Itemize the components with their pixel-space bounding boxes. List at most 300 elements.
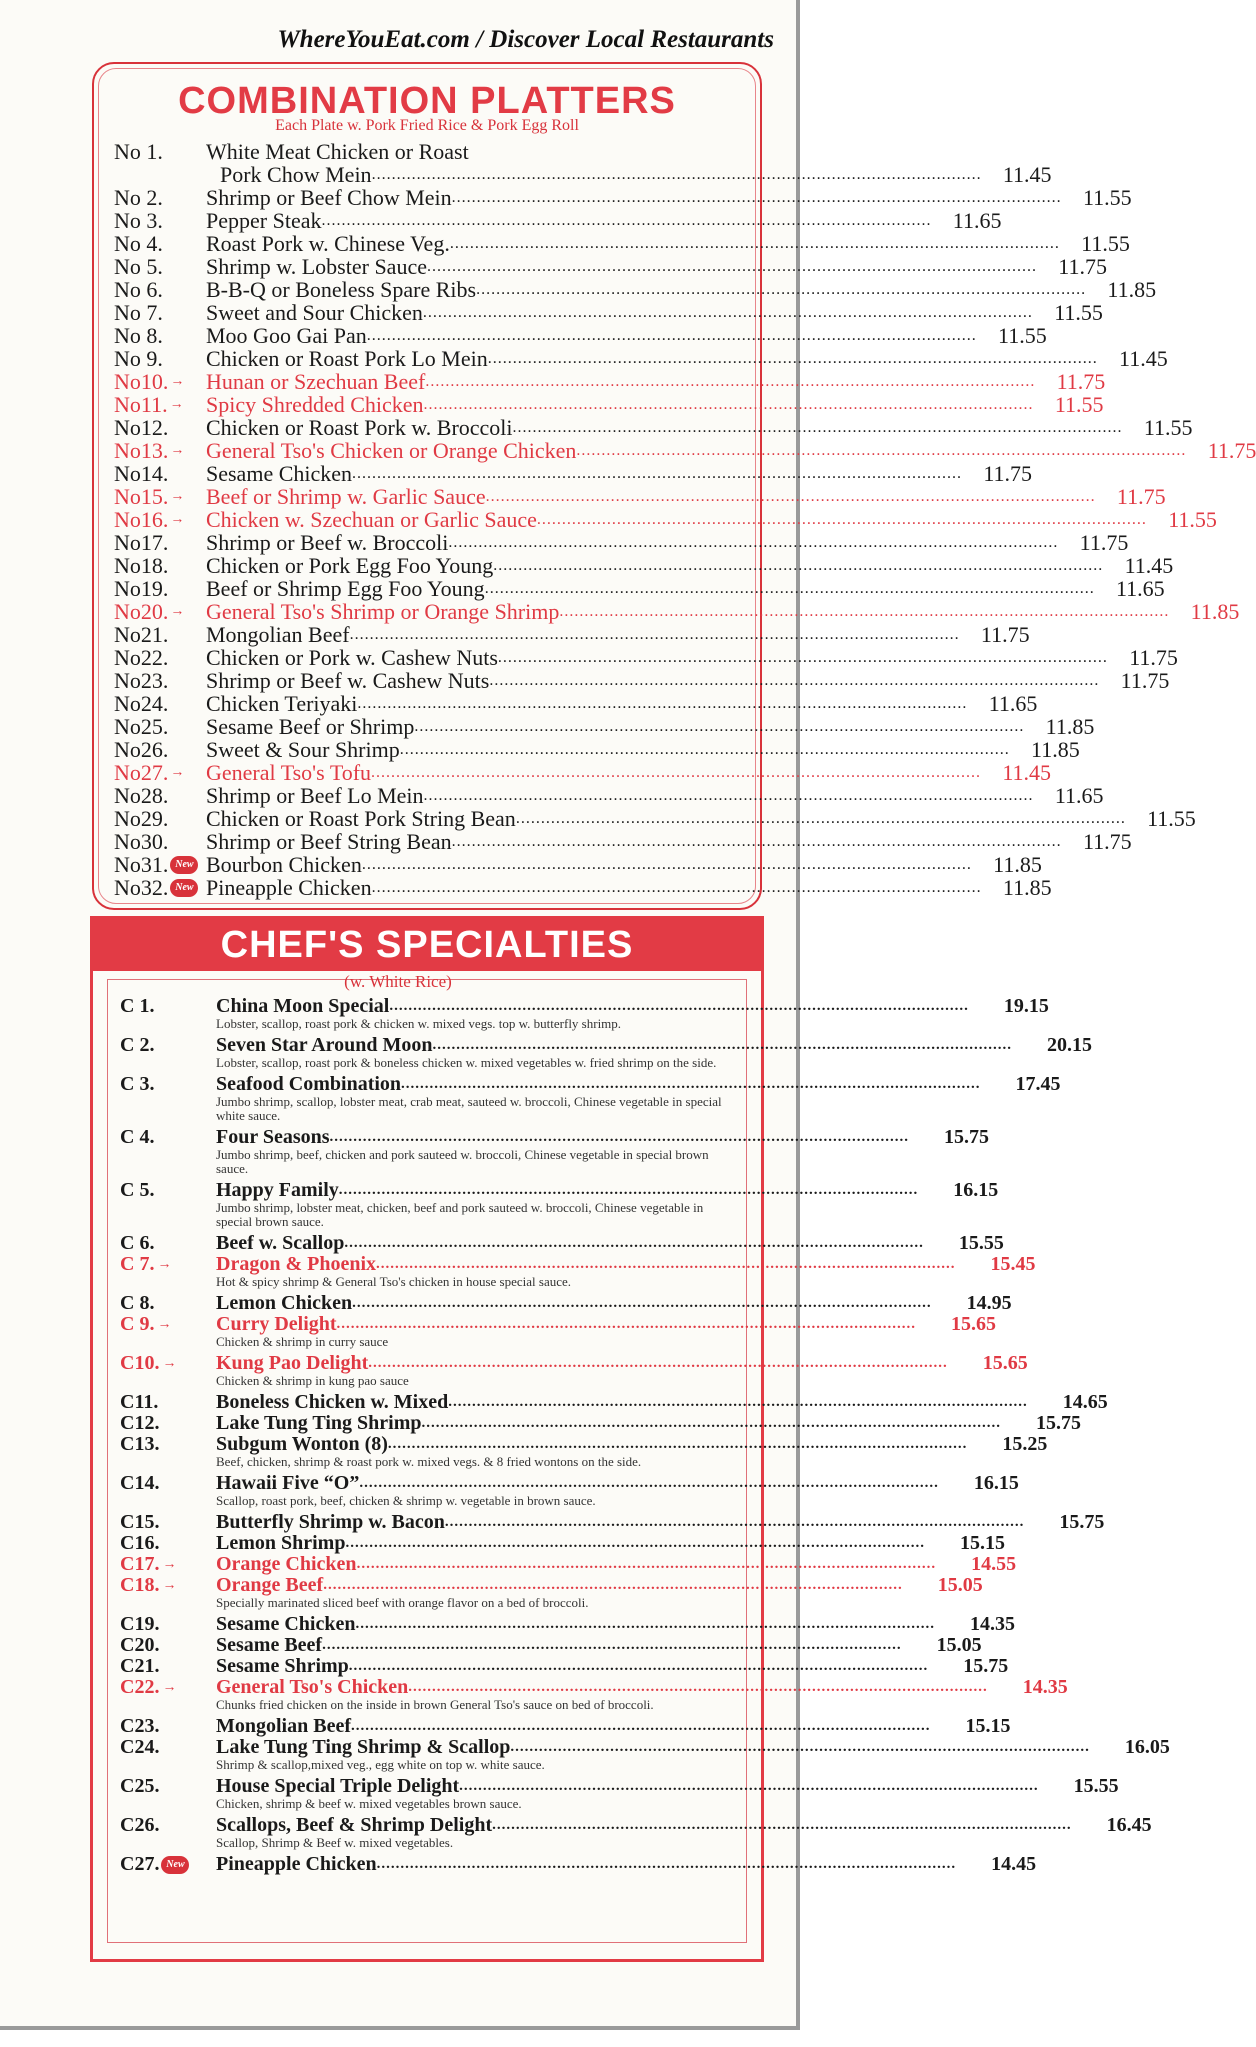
item-number <box>120 1293 216 1314</box>
item-number <box>114 233 206 255</box>
item-number <box>114 509 206 531</box>
item-name <box>206 762 981 784</box>
item-name <box>216 1353 948 1374</box>
item-price: 11.85 <box>1190 599 1240 624</box>
item-number-text: C22. <box>120 1676 160 1698</box>
leader-dots: .......................................................................................................................... <box>484 580 1095 597</box>
menu-item[interactable] <box>120 1736 1170 1758</box>
item-name <box>206 578 1095 600</box>
menu-item[interactable] <box>120 1253 1036 1275</box>
item-number <box>120 1413 216 1434</box>
item-name-text: Sweet and Sour Chicken <box>206 300 423 325</box>
item-name <box>206 141 672 163</box>
item-price: 11.55 <box>1081 231 1130 256</box>
item-number <box>114 601 206 623</box>
menu-item[interactable] <box>114 783 1104 808</box>
leader-dots: .......................................................................................................................... <box>371 879 982 896</box>
item-number <box>114 831 206 853</box>
menu-item[interactable] <box>120 1676 1068 1698</box>
item-number <box>120 1353 216 1374</box>
item-price: 11.55 <box>998 323 1047 348</box>
item-price: 11.85 <box>1031 737 1080 762</box>
menu-item[interactable] <box>114 369 1106 394</box>
item-number-text: No23. <box>114 668 169 693</box>
item-price: 11.65 <box>1054 783 1104 808</box>
menu-item[interactable] <box>114 162 1052 187</box>
item-name-text: Happy Family <box>216 1179 339 1201</box>
leader-dots: .......................................................................................................................... <box>351 1718 931 1734</box>
site-header[interactable]: WhereYouEat.com / Discover Local Restaurants <box>277 26 774 53</box>
item-description: Scallop, Shrimp & Beef w. mixed vegetables. <box>216 1835 454 1850</box>
item-name <box>206 670 1099 692</box>
item-name <box>206 348 1098 370</box>
leader-dots: .......................................................................................................................... <box>323 1577 903 1593</box>
menu-item[interactable] <box>120 1472 1019 1494</box>
menu-item[interactable] <box>120 1553 1017 1575</box>
item-number <box>114 578 206 600</box>
hot-spicy-icon: → <box>162 1578 177 1593</box>
item-number <box>120 1635 216 1656</box>
item-number-text: No18. <box>114 553 169 578</box>
item-number <box>114 187 206 209</box>
menu-item[interactable] <box>120 1073 1061 1095</box>
leader-dots: .......................................................................................................................... <box>425 373 1036 390</box>
leader-dots: .......................................................................................................................... <box>421 1415 1001 1431</box>
item-price: 11.75 <box>1082 829 1132 854</box>
item-name-text: Sesame Beef <box>216 1634 323 1656</box>
item-number-text: C15. <box>120 1511 160 1533</box>
item-description: Beef, chicken, shrimp & roast pork w. mixed vegs. & 8 fried wontons on the side. <box>216 1454 642 1469</box>
menu-item[interactable] <box>114 645 1178 670</box>
leader-dots: .......................................................................................................................... <box>489 672 1100 689</box>
item-price: 20.15 <box>1047 1034 1093 1056</box>
item-price: 11.75 <box>1058 254 1107 279</box>
item-name-text: Shrimp or Beef Lo Mein <box>206 783 424 808</box>
item-price: 15.75 <box>944 1126 990 1148</box>
item-name <box>206 601 1169 623</box>
item-number-text: No19. <box>114 576 169 601</box>
menu-item[interactable] <box>114 576 1165 601</box>
leader-dots: .......................................................................................................................... <box>487 350 1098 367</box>
combination-subtitle: Each Plate w. Pork Fried Rice & Pork Egg Roll <box>275 117 579 134</box>
item-number <box>120 1716 216 1737</box>
item-number-text: C21. <box>120 1655 160 1677</box>
item-name-text: Mongolian Beef <box>216 1715 351 1737</box>
item-number-text: C 5. <box>120 1179 155 1201</box>
hot-spicy-icon: → <box>170 512 185 527</box>
chef-list <box>120 995 1170 1875</box>
item-name-text: Hawaii Five “O” <box>216 1472 360 1494</box>
menu-item[interactable] <box>114 438 1256 463</box>
menu-item[interactable] <box>114 185 1132 210</box>
item-price: 15.05 <box>937 1574 983 1596</box>
item-number-text: No25. <box>114 714 169 739</box>
combination-title: COMBINATION PLATTERS <box>178 80 676 122</box>
item-number-text: C11. <box>120 1391 159 1413</box>
item-price: 15.75 <box>1059 1511 1105 1533</box>
item-name-text: Scallops, Beef & Shrimp Delight <box>216 1814 493 1836</box>
item-name-text: Pineapple Chicken <box>206 875 372 900</box>
item-number-text: No24. <box>114 691 169 716</box>
item-number-text: C18. <box>120 1574 160 1596</box>
menu-item[interactable] <box>120 1655 1009 1677</box>
item-number-text: C25. <box>120 1775 160 1797</box>
item-price: 15.55 <box>1073 1775 1119 1797</box>
menu-item[interactable] <box>120 1613 1015 1635</box>
menu-item[interactable] <box>114 852 1042 877</box>
leader-dots: .......................................................................................................................... <box>451 189 1062 206</box>
menu-item[interactable] <box>120 1412 1081 1434</box>
leader-dots: .......................................................................................................................... <box>359 1475 939 1491</box>
item-name-text: Seven Star Around Moon <box>216 1034 433 1056</box>
item-name <box>206 854 972 876</box>
leader-dots: .......................................................................................................................... <box>387 1436 968 1452</box>
leader-dots: .......................................................................................................................... <box>329 1129 910 1145</box>
menu-item[interactable] <box>114 599 1240 624</box>
menu-item[interactable] <box>120 1532 1005 1554</box>
item-number <box>114 716 206 738</box>
menu-item[interactable] <box>114 760 1052 785</box>
item-price: 11.75 <box>980 622 1030 647</box>
item-number <box>114 141 206 163</box>
item-number <box>120 1677 216 1698</box>
item-number <box>114 877 206 899</box>
item-name <box>216 1575 903 1596</box>
menu-item[interactable] <box>114 691 1038 716</box>
item-name-text: Mongolian Beef <box>206 622 350 647</box>
item-name <box>216 1233 924 1254</box>
menu-item[interactable] <box>114 254 1107 279</box>
hot-spicy-icon: → <box>162 1557 177 1572</box>
item-name <box>206 417 1123 439</box>
item-name-text: Orange Beef <box>216 1574 324 1596</box>
item-name-text: Lemon Shrimp <box>216 1532 346 1554</box>
item-number-text: C12. <box>120 1412 160 1434</box>
item-number <box>120 1575 216 1596</box>
item-number <box>114 417 206 439</box>
item-price: 15.05 <box>936 1634 982 1656</box>
leader-dots: .......................................................................................................................... <box>422 304 1033 321</box>
leader-dots: .......................................................................................................................... <box>444 1514 1025 1530</box>
leader-dots: .......................................................................................................................... <box>352 1295 932 1311</box>
item-number-text: No 9. <box>114 346 163 371</box>
item-price: 16.45 <box>1106 1814 1152 1836</box>
item-price: 14.35 <box>1022 1676 1068 1698</box>
menu-item[interactable] <box>120 1232 1004 1254</box>
item-name <box>216 1635 902 1656</box>
new-badge-icon: New <box>161 1856 189 1874</box>
menu-item[interactable] <box>114 829 1132 854</box>
item-name-text: Orange Chicken <box>216 1553 357 1575</box>
item-name-text: General Tso's Tofu <box>206 760 372 785</box>
item-name-text: White Meat Chicken or Roast <box>206 139 469 164</box>
item-name <box>206 785 1034 807</box>
menu-item[interactable] <box>120 1853 1037 1875</box>
item-price: 11.45 <box>1119 346 1168 371</box>
hot-spicy-icon: → <box>170 604 185 619</box>
item-price: 16.15 <box>973 1472 1019 1494</box>
menu-item[interactable] <box>114 300 1103 325</box>
item-name <box>216 1737 1090 1758</box>
menu-item[interactable] <box>114 415 1193 440</box>
leader-dots: .......................................................................................................................... <box>355 1616 935 1632</box>
item-description: Hot & spicy shrimp & General Tso's chicken in house special sauce. <box>216 1274 571 1289</box>
leader-dots: .......................................................................................................................... <box>336 1316 917 1332</box>
item-name <box>206 279 1086 301</box>
item-number-text: No 2. <box>114 185 163 210</box>
item-number <box>114 693 206 715</box>
item-price: 15.65 <box>951 1313 997 1335</box>
item-name-text: Spicy Shredded Chicken <box>206 392 424 417</box>
item-name-text: Curry Delight <box>216 1313 337 1335</box>
menu-item[interactable] <box>120 1574 983 1596</box>
menu-item[interactable] <box>114 484 1166 509</box>
menu-item[interactable] <box>114 140 742 163</box>
item-number-text: C 1. <box>120 995 155 1017</box>
leader-dots: .......................................................................................................................... <box>515 810 1126 827</box>
combination-list <box>114 139 1256 900</box>
item-number-text: C26. <box>120 1814 160 1836</box>
menu-item[interactable] <box>114 737 1080 762</box>
item-number-text: C19. <box>120 1613 160 1635</box>
menu-item[interactable] <box>114 622 1030 647</box>
item-number-text: No12. <box>114 415 169 440</box>
item-number-text: No16. <box>114 507 169 532</box>
item-number-text: C 7. <box>120 1253 155 1275</box>
hot-spicy-icon: → <box>169 397 184 412</box>
item-price: 16.05 <box>1124 1736 1170 1758</box>
leader-dots: .......................................................................................................................... <box>345 1535 925 1551</box>
leader-dots: .......................................................................................................................... <box>448 534 1059 551</box>
item-name <box>216 1293 932 1314</box>
item-number <box>114 210 206 232</box>
item-number-text: No29. <box>114 806 169 831</box>
menu-item[interactable] <box>120 1126 990 1148</box>
menu-item[interactable] <box>120 1775 1119 1797</box>
menu-item[interactable] <box>114 714 1095 739</box>
item-name <box>206 808 1126 830</box>
item-number <box>120 996 216 1017</box>
item-number-text: C 8. <box>120 1292 155 1314</box>
item-name-text: Kung Pao Delight <box>216 1352 369 1374</box>
item-name <box>206 210 931 232</box>
menu-item[interactable] <box>120 1313 997 1335</box>
item-number <box>114 670 206 692</box>
item-number <box>114 624 206 646</box>
item-number <box>114 394 206 416</box>
item-number-text: C 3. <box>120 1073 155 1095</box>
item-name-text: Chicken or Pork Egg Foo Young <box>206 553 494 578</box>
item-number-text: No28. <box>114 783 169 808</box>
item-number-text: No21. <box>114 622 169 647</box>
item-description: Lobster, scallop, roast pork & chicken w. mixed vegs. top w. butterfly shrimp. <box>216 1016 622 1031</box>
item-number <box>114 256 206 278</box>
item-number <box>114 785 206 807</box>
item-price: 11.85 <box>1107 277 1157 302</box>
menu-item[interactable] <box>114 323 1047 348</box>
item-name <box>216 1180 918 1201</box>
menu-item[interactable] <box>120 1511 1105 1533</box>
menu-item[interactable] <box>120 1433 1048 1455</box>
item-price: 11.55 <box>1054 392 1104 417</box>
hot-spicy-icon: → <box>170 374 185 389</box>
menu-item[interactable] <box>114 277 1157 302</box>
item-number <box>120 1554 216 1575</box>
leader-dots: .......................................................................................................................... <box>366 327 977 344</box>
leader-dots: .......................................................................................................................... <box>376 1256 956 1272</box>
menu-item[interactable] <box>114 806 1196 831</box>
leader-dots: .......................................................................................................................... <box>512 419 1123 436</box>
item-price: 14.45 <box>991 1853 1037 1875</box>
menu-item[interactable] <box>120 1292 1012 1314</box>
item-number <box>114 486 206 508</box>
item-name-text: Sesame Chicken <box>206 461 353 486</box>
item-price: 11.85 <box>993 852 1042 877</box>
item-number-text: No22. <box>114 645 169 670</box>
item-number-text: No 3. <box>114 208 163 233</box>
item-number-text: C14. <box>120 1472 160 1494</box>
item-number <box>114 463 206 485</box>
item-number <box>114 325 206 347</box>
item-name-text: Sesame Chicken <box>216 1613 356 1635</box>
menu-item[interactable] <box>114 461 1033 486</box>
item-name <box>216 1074 981 1095</box>
hot-spicy-icon: → <box>170 443 185 458</box>
item-description: Shrimp & scallop,mixed veg., egg white on top w. white sauce. <box>216 1757 545 1772</box>
menu-item[interactable] <box>120 1391 1108 1413</box>
leader-dots: .......................................................................................................................... <box>321 212 932 229</box>
item-number <box>114 808 206 830</box>
item-number <box>120 1737 216 1758</box>
item-number <box>120 1776 216 1797</box>
item-number <box>120 1180 216 1201</box>
item-number <box>120 1512 216 1533</box>
item-name-text: General Tso's Chicken or Orange Chicken <box>206 438 577 463</box>
menu-item[interactable] <box>120 1352 1028 1374</box>
item-name-text: Pork Chow Mein <box>220 162 372 187</box>
menu-item[interactable] <box>120 1034 1093 1056</box>
leader-dots: .......................................................................................................................... <box>476 281 1087 298</box>
item-name <box>216 1614 935 1635</box>
item-number <box>114 854 206 876</box>
menu-item[interactable] <box>114 392 1104 417</box>
item-price: 11.45 <box>1002 162 1052 187</box>
item-name-text: Dragon & Phoenix <box>216 1253 376 1275</box>
item-name-text: Shrimp or Beef Chow Mein <box>206 185 452 210</box>
menu-item[interactable] <box>120 1814 1152 1836</box>
chef-note: (w. White Rice) <box>344 972 452 991</box>
item-name-text: Roast Pork w. Chinese Veg. <box>206 231 450 256</box>
item-price: 11.75 <box>1120 668 1170 693</box>
item-name <box>216 1854 956 1875</box>
menu-item[interactable] <box>114 346 1168 371</box>
item-description: Scallop, roast pork, beef, chicken & shrimp w. vegetable in brown sauce. <box>216 1493 596 1508</box>
leader-dots: .......................................................................................................................... <box>459 1778 1039 1794</box>
item-number-text: No 8. <box>114 323 163 348</box>
item-price: 11.75 <box>983 461 1033 486</box>
leader-dots: .......................................................................................................................... <box>389 998 969 1014</box>
item-name-text: General Tso's Shrimp or Orange Shrimp <box>206 599 560 624</box>
item-name-text: Shrimp or Beef w. Cashew Nuts <box>206 668 490 693</box>
menu-item[interactable] <box>114 530 1129 555</box>
menu-item[interactable] <box>120 1634 982 1656</box>
item-price: 14.35 <box>969 1613 1015 1635</box>
item-number-text: No14. <box>114 461 169 486</box>
menu-item[interactable] <box>114 875 1052 900</box>
item-number-text: C10. <box>120 1352 160 1374</box>
leader-dots: .......................................................................................................................... <box>414 718 1025 735</box>
item-price: 11.55 <box>1082 185 1132 210</box>
item-number <box>114 762 206 784</box>
item-name <box>206 233 1060 255</box>
item-number-text: No27. <box>114 760 169 785</box>
leader-dots: .......................................................................................................................... <box>401 1076 981 1092</box>
item-description: Specially marinated sliced beef with orange flavor on a bed of broccoli. <box>216 1595 589 1610</box>
item-name <box>216 1254 956 1275</box>
item-number-text: C20. <box>120 1634 160 1656</box>
leader-dots: .......................................................................................................................... <box>451 833 1062 850</box>
item-number-text: No32. <box>114 875 169 900</box>
item-name <box>216 1554 936 1575</box>
item-number <box>114 647 206 669</box>
menu-item[interactable] <box>120 995 1049 1017</box>
leader-dots: .......................................................................................................................... <box>448 1394 1028 1410</box>
menu-item[interactable] <box>114 208 1002 233</box>
menu-item[interactable] <box>114 553 1174 578</box>
item-name <box>206 371 1035 393</box>
menu-item[interactable] <box>120 1179 999 1201</box>
item-number-text: C27. <box>120 1853 160 1875</box>
item-name-text: Chicken or Pork w. Cashew Nuts <box>206 645 498 670</box>
item-name-text: House Special Triple Delight <box>216 1775 460 1797</box>
item-price: 11.55 <box>1143 415 1193 440</box>
item-name-text: Pineapple Chicken <box>216 1853 377 1875</box>
item-number <box>114 555 206 577</box>
item-description: Lobster, scallop, roast pork & boneless chicken w. mixed vegetables w. fried shrimp on the side. <box>216 1055 717 1070</box>
item-number-text: C13. <box>120 1433 160 1455</box>
item-name <box>206 164 982 186</box>
item-number-text: No31. <box>114 852 169 877</box>
item-name-text: Boneless Chicken w. Mixed <box>216 1391 449 1413</box>
item-price: 15.15 <box>965 1715 1011 1737</box>
item-name-text: Subgum Wonton (8) <box>216 1433 388 1455</box>
item-price: 11.45 <box>1124 553 1174 578</box>
item-name-text: Beef or Shrimp Egg Foo Young <box>206 576 485 601</box>
menu-item[interactable] <box>114 231 1130 256</box>
item-number-text: No 1. <box>114 139 163 164</box>
item-name <box>216 1677 988 1698</box>
menu-item[interactable] <box>114 507 1217 532</box>
item-name <box>206 693 967 715</box>
item-price: 14.55 <box>971 1553 1017 1575</box>
leader-dots: .......................................................................................................................... <box>559 603 1170 620</box>
menu-item[interactable] <box>114 668 1170 693</box>
item-price: 15.65 <box>982 1352 1028 1374</box>
item-description: Jumbo shrimp, beef, chicken and pork sauteed w. broccoli, Chinese vegetable in special brown sauce. <box>216 1147 709 1176</box>
item-number <box>120 1074 216 1095</box>
menu-item[interactable] <box>120 1715 1011 1737</box>
item-number-text: C 2. <box>120 1034 155 1056</box>
leader-dots: .......................................................................................................................... <box>361 856 972 873</box>
item-name-text: Chicken or Roast Pork String Bean <box>206 806 516 831</box>
item-number <box>114 739 206 761</box>
hot-spicy-icon: → <box>157 1257 172 1272</box>
item-name-text: Pepper Steak <box>206 208 322 233</box>
hot-spicy-icon: → <box>162 1356 177 1371</box>
item-number-text: C16. <box>120 1532 160 1554</box>
leader-dots: .......................................................................................................................... <box>357 695 968 712</box>
item-name-text: Chicken or Roast Pork Lo Mein <box>206 346 488 371</box>
